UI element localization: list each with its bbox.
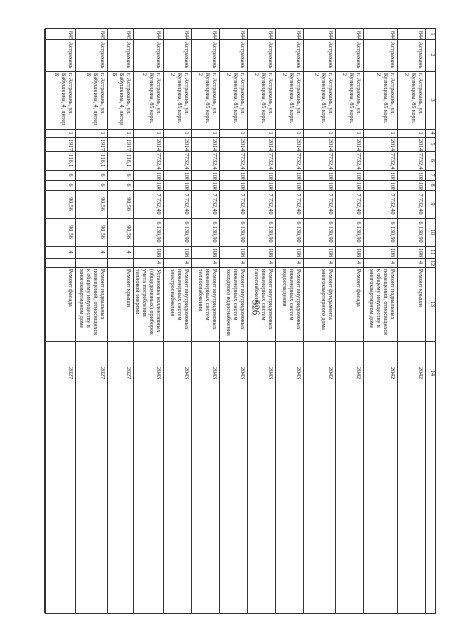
table-cell-c2-text: Астрахань [327, 41, 333, 69]
table-cell-c1-text: 845 [67, 31, 73, 40]
table-cell-c14-text: 2027 [99, 367, 105, 379]
table-cell-c9-text: 7 732,40 [389, 193, 395, 215]
table-cell-c6-text: 7732,4 [267, 153, 273, 170]
table-cell-c11-text: 4 [67, 250, 73, 254]
table-cell-c6-text: 116,1 [99, 153, 105, 168]
header-cell-text: 13 [429, 301, 435, 307]
table-cell-c1-text: 844 [239, 31, 245, 40]
table-cell-c14-text: 2042 [327, 367, 333, 379]
table-cell-c3-text: г. Астрахань, ул. Кузнецова, 85 корп. 2 [313, 73, 333, 124]
rotated-data-table [45, 28, 436, 614]
column-separator [46, 71, 435, 72]
row-separator [219, 29, 220, 613]
row-separator [335, 29, 336, 613]
table-cell-c13-text: Ремонт внутридомовых инженерных систем электроснабжения [169, 269, 189, 330]
table-cell-c13-text: Ремонт фасада [67, 269, 73, 307]
table-cell-c12-text: 4 [183, 261, 189, 264]
table-cell-c5-text: 2014 [183, 139, 189, 151]
table-cell-c12-text: 4 [295, 261, 301, 264]
table-cell-c8-text: 6 [99, 183, 105, 187]
table-cell-c6-text: 116,1 [67, 153, 73, 168]
table-cell-c11-text: 108 [295, 248, 301, 257]
table-cell-c5-text: 2014 [155, 139, 161, 151]
table-cell-c9-text: 7 732,40 [327, 193, 333, 215]
table-cell-c7-text: 108 [239, 172, 245, 181]
table-cell-c4-text: 1 [67, 131, 73, 135]
table-cell-c11-text: 108 [239, 248, 245, 257]
table-cell-c9-text: 90,56 [125, 197, 131, 211]
table-cell-c7-text: 6 [99, 173, 105, 177]
column-separator [46, 258, 435, 259]
table-cell-c9-text: 7 732,40 [155, 193, 161, 215]
table-cell-c12-text: 4 [155, 261, 161, 264]
table-cell-c5-text: 2014 [239, 139, 245, 151]
table-cell-c3-text: г. Астрахань, ул. Бабушкина, 4, литер Б [53, 73, 73, 126]
table-cell-c10-text: 6 130,90 [355, 221, 361, 243]
table-cell-c2-text: Астрахань [211, 41, 217, 69]
table-cell-c10-text: 90,56 [67, 225, 73, 239]
table-cell-c1-text: 844 [295, 31, 301, 40]
row-separator [75, 29, 76, 613]
table-cell-c4-text: 1 [295, 131, 301, 135]
header-cell-text: 7 [429, 173, 435, 177]
table-cell-c14-text: 2042 [389, 367, 395, 379]
table-cell-c11-text: 108 [389, 248, 395, 257]
table-cell-c10-text: 6 130,90 [327, 221, 333, 243]
row-separator [44, 29, 45, 613]
table-cell-c5-text: 2014 [267, 139, 273, 151]
table-cell-c11-text: 108 [417, 248, 423, 257]
table-cell-c11-text: 108 [267, 248, 273, 257]
table-cell-c6-text: 7732,4 [355, 153, 361, 170]
table-cell-c1-text: 844 [327, 31, 333, 40]
table-cell-c6-text: 7732,4 [327, 153, 333, 170]
table-cell-c14-text: 2027 [125, 367, 131, 379]
table-cell-c1-text: 844 [267, 31, 273, 40]
table-cell-c4-text: 1 [99, 131, 105, 135]
table-cell-c10-text: 6 130,90 [417, 221, 423, 243]
row-separator [247, 29, 248, 613]
table-cell-c7-text: 108 [417, 172, 423, 181]
table-cell-c2-text: Астрахань [125, 41, 131, 69]
table-cell-c8-text: 108 [239, 182, 245, 191]
table-cell-c4-text: 1 [125, 131, 131, 135]
column-separator [46, 151, 435, 152]
table-cell-c8-text: 108 [211, 182, 217, 191]
table-cell-c8-text: 108 [327, 182, 333, 191]
table-cell-c6-text: 7732,4 [183, 153, 189, 170]
table-cell-c7-text: 108 [211, 172, 217, 181]
row-separator [303, 29, 304, 613]
table-cell-c8-text: 108 [389, 182, 395, 191]
table-cell-c8-text: 108 [355, 182, 361, 191]
header-cell-text: 11 [429, 249, 435, 255]
table-cell-c6-text: 7732,4 [295, 153, 301, 170]
table-cell-c3-text: г. Астрахань, ул. Кузнецова, 85 корп. 2 [341, 73, 361, 124]
column-separator [46, 218, 435, 219]
column-separator [46, 137, 435, 138]
table-cell-c10-text: 6 130,90 [183, 221, 189, 243]
row-separator [275, 29, 276, 613]
table-cell-c1-text: 844 [183, 31, 189, 40]
table-cell-c9-text: 7 732,40 [183, 193, 189, 215]
table-cell-c3-text: г. Астрахань, ул. Кузнецова, 85 корп. 2 [169, 73, 189, 124]
table-cell-c1-text: 844 [155, 31, 161, 40]
table-cell-c1-text: 844 [211, 31, 217, 40]
table-cell-c13-text: Ремонт крыши [417, 269, 423, 307]
table-cell-c5-text: 2014 [327, 139, 333, 151]
table-cell-c11-text: 108 [355, 248, 361, 257]
header-cell-text: 12 [429, 260, 435, 266]
table-cell-c6-text: 7732,4 [155, 153, 161, 170]
table-cell-c4-text: 1 [211, 131, 217, 135]
table-cell-c13-text: Ремонт внутридомовых инженерных систем холодного водоснабжения [225, 269, 245, 336]
row-separator [163, 29, 164, 613]
table-cell-c14-text: 2043 [183, 367, 189, 379]
table-cell-c14-text: 2027 [67, 367, 73, 379]
header-cell-text: 6 [429, 159, 435, 162]
table-cell-c2-text: Астрахань [355, 41, 361, 69]
table-cell-c1-text: 844 [355, 31, 361, 40]
row-separator [397, 29, 398, 613]
table-cell-c2-text: Астрахань [239, 41, 245, 69]
table-cell-c14-text: 2043 [155, 367, 161, 379]
table-cell-c10-text: 6 130,90 [155, 221, 161, 243]
table-cell-c2-text: Астрахань [417, 41, 423, 69]
table-cell-c4-text: 1 [355, 131, 361, 135]
table-cell-c5-text: 1917 [99, 139, 105, 151]
table-cell-c4-text: 1 [389, 131, 395, 135]
table-cell-c5-text: 2014 [355, 139, 361, 151]
row-separator [191, 29, 192, 613]
table-cell-c3-text: г. Астрахань, ул. Кузнецова, 85 корп. 2 [253, 73, 273, 124]
table-cell-c5-text: 2014 [211, 139, 217, 151]
column-separator [46, 170, 435, 171]
table-cell-c6-text: 116,1 [125, 153, 131, 168]
table-cell-c7-text: 108 [327, 172, 333, 181]
table-cell-c2-text: Астрахань [389, 41, 395, 69]
table-cell-c7-text: 108 [355, 172, 361, 181]
table-cell-c12-text: 4 [239, 261, 245, 264]
table-cell-c14-text: 2042 [355, 367, 361, 379]
header-cell-text: 14 [429, 370, 435, 376]
row-separator [133, 29, 134, 613]
table-cell-c3-text: г. Астрахань, ул. Кузнецова, 85 корп. 2 [281, 73, 301, 124]
table-cell-c1-text: 844 [417, 31, 423, 40]
table-cell-c3-text: г. Астрахань, ул. Бабушкина, 4, литер Б [111, 73, 131, 126]
column-separator [46, 267, 435, 268]
table-cell-c13-text: Ремонт фасада [355, 269, 361, 307]
table-cell-c11-text: 4 [99, 250, 105, 254]
table-cell-c12-text: 4 [417, 261, 423, 264]
table-cell-c12-text: 4 [327, 261, 333, 264]
table-cell-c9-text: 7 732,40 [295, 193, 301, 215]
table-cell-c13-text: Ремонт внутридомовых инженерных систем водоотведения [281, 269, 301, 330]
column-separator [46, 129, 435, 130]
table-cell-c7-text: 6 [125, 173, 131, 177]
table-cell-c7-text: 108 [155, 172, 161, 181]
table-cell-c5-text: 2014 [295, 139, 301, 151]
table-cell-c8-text: 108 [267, 182, 273, 191]
table-cell-c10-text: 90,56 [99, 225, 105, 239]
row-separator [363, 29, 364, 613]
header-cell-text: 4 [429, 131, 435, 135]
table-cell-c2-text: Астрахань [183, 41, 189, 69]
table-cell-c9-text: 7 732,40 [211, 193, 217, 215]
table-cell-c3-text: г. Астрахань, ул. Кузнецова, 85 корп. 2 [225, 73, 245, 124]
table-cell-c7-text: 108 [389, 172, 395, 181]
table-cell-c1-text: 845 [125, 31, 131, 40]
table-cell-c9-text: 7 732,40 [417, 193, 423, 215]
table-cell-c9-text: 7 732,40 [355, 193, 361, 215]
table-cell-c12-text: 4 [389, 261, 395, 264]
table-cell-c11-text: 108 [183, 248, 189, 257]
table-cell-c7-text: 6 [67, 173, 73, 177]
table-cell-c4-text: 1 [327, 131, 333, 135]
header-cell-text: 10 [429, 229, 435, 235]
row-separator [107, 29, 108, 613]
table-cell-c4-text: 1 [183, 131, 189, 135]
table-cell-c14-text: 2043 [267, 367, 273, 379]
table-cell-c13-text: Установка коллективных (общедомовых) приборов учета потребления тепловой энергии [134, 269, 161, 335]
header-cell-text: 8 [429, 183, 435, 187]
column-separator [46, 246, 435, 247]
table-cell-c13-text: Ремонт фундамента многоквартирного дома [320, 269, 333, 330]
table-cell-c14-text: 2043 [211, 367, 217, 379]
table-cell-c10-text: 6 130,90 [239, 221, 245, 243]
table-cell-c5-text: 1917 [67, 139, 73, 151]
table-cell-c2-text: Астрахань [155, 41, 161, 69]
table-cell-c7-text: 108 [183, 172, 189, 181]
table-cell-c3-text: г. Астрахань, ул. Кузнецова, 85 корп. 2 [141, 73, 161, 124]
table-cell-c10-text: 6 130,90 [295, 221, 301, 243]
header-cell-text: 9 [429, 202, 435, 206]
table-cell-c9-text: 90,56 [99, 197, 105, 211]
table-cell-c3-text: г. Астрахань, ул. Бабушкина, 4, литер Б [85, 73, 105, 126]
table-cell-c13-text: Ремонт подвальных помещений, относящихся к общему имуществу в многоквартирном доме [368, 269, 395, 335]
table-cell-c6-text: 7732,4 [211, 153, 217, 170]
table-cell-c6-text: 7732,4 [239, 153, 245, 170]
table-cell-c11-text: 108 [211, 248, 217, 257]
table-cell-c1-text: 844 [389, 31, 395, 40]
table-cell-c13-text: Ремонт внутридомовых инженерных систем газоснабжения [253, 269, 273, 330]
table-cell-c5-text: 1917 [125, 139, 131, 151]
table-cell-c4-text: 1 [417, 131, 423, 135]
table-cell-c13-text: Ремонт подвальных помещений, относящихся к общему имуществу в многоквартирном доме [78, 269, 105, 335]
table-cell-c12-text: 4 [355, 261, 361, 264]
header-cell-text: 1 [429, 32, 435, 36]
table-cell-c5-text: 2014 [389, 139, 395, 151]
table-cell-c14-text: 2043 [239, 367, 245, 379]
table-cell-c2-text: Астрахань [267, 41, 273, 69]
table-cell-c4-text: 1 [155, 131, 161, 135]
header-cell-text: 2 [429, 53, 435, 57]
table-cell-c1-text: 845 [99, 31, 105, 40]
table-cell-c6-text: 7732,4 [417, 153, 423, 170]
table-cell-c8-text: 108 [417, 182, 423, 191]
table-cell-c4-text: 1 [239, 131, 245, 135]
table-cell-c10-text: 90,56 [125, 225, 131, 239]
table-cell-c11-text: 4 [125, 250, 131, 254]
table-cell-c8-text: 108 [183, 182, 189, 191]
page-number: 526 [249, 300, 261, 315]
table-cell-c11-text: 108 [155, 248, 161, 257]
table-cell-c6-text: 7732,4 [389, 153, 395, 170]
table-cell-c2-text: Астрахань [67, 41, 73, 69]
table-cell-c10-text: 6 130,90 [267, 221, 273, 243]
table-cell-c8-text: 108 [295, 182, 301, 191]
table-cell-c10-text: 6 130,90 [389, 221, 395, 243]
table-cell-c2-text: Астрахань [99, 41, 105, 69]
table-cell-c14-text: 2043 [295, 367, 301, 379]
table-cell-c14-text: 2042 [417, 367, 423, 379]
table-cell-c13-text: Ремонт внутридомовых инженерных систем теплоснабжения [197, 269, 217, 330]
table-cell-c8-text: 108 [155, 182, 161, 191]
table-cell-c3-text: г. Астрахань, ул. Кузнецова, 85 корп. 2 [197, 73, 217, 124]
header-separator [425, 29, 426, 613]
table-cell-c3-text: г. Астрахань, ул. Кузнецова, 85 корп. 2 [375, 73, 395, 124]
column-separator [46, 341, 435, 342]
table-cell-c10-text: 6 130,90 [211, 221, 217, 243]
table-cell-c7-text: 108 [295, 172, 301, 181]
header-cell-text: 3 [429, 98, 435, 102]
table-cell-c9-text: 7 732,40 [267, 193, 273, 215]
table-cell-c13-text: Ремонт крыши [125, 269, 131, 307]
table-cell-c2-text: Астрахань [295, 41, 301, 69]
table-cell-c9-text: 90,56 [67, 197, 73, 211]
table-cell-c11-text: 108 [327, 248, 333, 257]
table-cell-c9-text: 7 732,40 [239, 193, 245, 215]
table-cell-c8-text: 6 [125, 183, 131, 187]
table-cell-c4-text: 1 [267, 131, 273, 135]
header-cell-text: 5 [429, 142, 435, 146]
table-cell-c12-text: 4 [267, 261, 273, 264]
table-cell-c8-text: 6 [67, 183, 73, 187]
table-cell-c3-text: г. Астрахань, ул. Кузнецова, 85 корп. 2 [403, 73, 423, 124]
table-cell-c7-text: 108 [267, 172, 273, 181]
table-cell-c5-text: 2014 [417, 139, 423, 151]
table-cell-c12-text: 4 [211, 261, 217, 264]
